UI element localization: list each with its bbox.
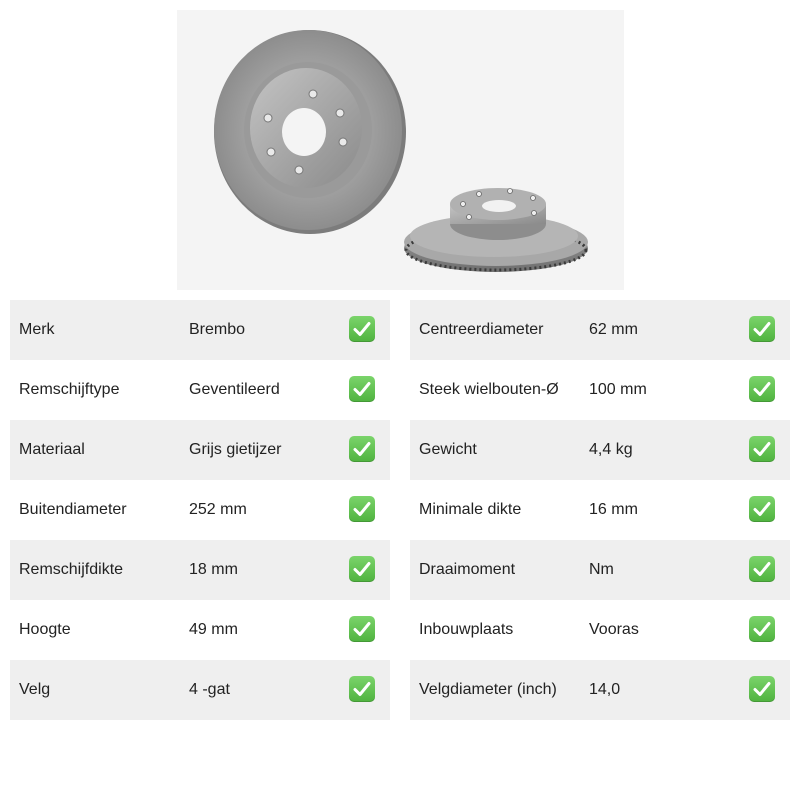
spec-row xyxy=(410,300,790,360)
spec-row xyxy=(10,300,390,360)
spec-table-left xyxy=(10,300,390,720)
spec-label: Inbouwplaats xyxy=(419,621,514,638)
spec-value: Nm xyxy=(589,561,614,578)
spec-value: 49 mm xyxy=(189,621,238,638)
check-mark-icon xyxy=(749,316,775,342)
spec-label: Merk xyxy=(19,321,55,338)
spec-label: Gewicht xyxy=(419,441,477,458)
check-mark-icon xyxy=(349,436,375,462)
spec-value: 14,0 xyxy=(589,681,621,698)
check-mark-icon xyxy=(349,556,375,582)
check-mark-icon xyxy=(749,616,775,642)
spec-label: Hoogte xyxy=(19,621,71,638)
spec-value: Vooras xyxy=(589,621,639,638)
spec-label: Remschijfdikte xyxy=(19,561,124,578)
spec-row xyxy=(410,540,790,600)
spec-value: 4,4 kg xyxy=(589,441,633,458)
check-mark-icon xyxy=(749,496,775,522)
check-mark-icon xyxy=(349,376,375,402)
product-image-brake-discs xyxy=(177,10,624,290)
check-mark-icon xyxy=(749,376,775,402)
spec-label: Draaimoment xyxy=(419,561,516,578)
spec-row xyxy=(10,480,390,540)
spec-row xyxy=(410,360,790,420)
check-mark-icon xyxy=(349,616,375,642)
check-mark-icon xyxy=(349,316,375,342)
spec-table-right xyxy=(410,300,790,720)
spec-value: Grijs gietijzer xyxy=(189,441,282,458)
spec-label: Steek wielbouten-Ø xyxy=(419,381,559,398)
check-mark-icon xyxy=(349,676,375,702)
spec-label: Minimale dikte xyxy=(419,501,522,518)
spec-row xyxy=(410,420,790,480)
spec-value: 100 mm xyxy=(589,381,647,398)
spec-row xyxy=(10,540,390,600)
spec-value: Geventileerd xyxy=(189,381,280,398)
spec-row xyxy=(10,420,390,480)
spec-value: 4 -gat xyxy=(189,681,230,698)
check-mark-icon xyxy=(749,676,775,702)
spec-row xyxy=(10,660,390,720)
spec-value: 62 mm xyxy=(589,321,638,338)
spec-row xyxy=(10,360,390,420)
spec-row xyxy=(10,600,390,660)
check-mark-icon xyxy=(749,436,775,462)
spec-row xyxy=(410,660,790,720)
spec-label: Centreerdiameter xyxy=(419,321,544,338)
spec-row xyxy=(410,480,790,540)
spec-value: 252 mm xyxy=(189,501,247,518)
check-mark-icon xyxy=(749,556,775,582)
check-mark-icon xyxy=(349,496,375,522)
spec-value: 16 mm xyxy=(589,501,638,518)
spec-label: Materiaal xyxy=(19,441,85,458)
spec-label: Buitendiameter xyxy=(19,501,127,518)
spec-value: 18 mm xyxy=(189,561,238,578)
spec-value: Brembo xyxy=(189,321,246,338)
spec-label: Remschijftype xyxy=(19,381,120,398)
spec-label: Velgdiameter (inch) xyxy=(419,681,557,698)
spec-label: Velg xyxy=(19,681,51,698)
spec-row xyxy=(410,600,790,660)
